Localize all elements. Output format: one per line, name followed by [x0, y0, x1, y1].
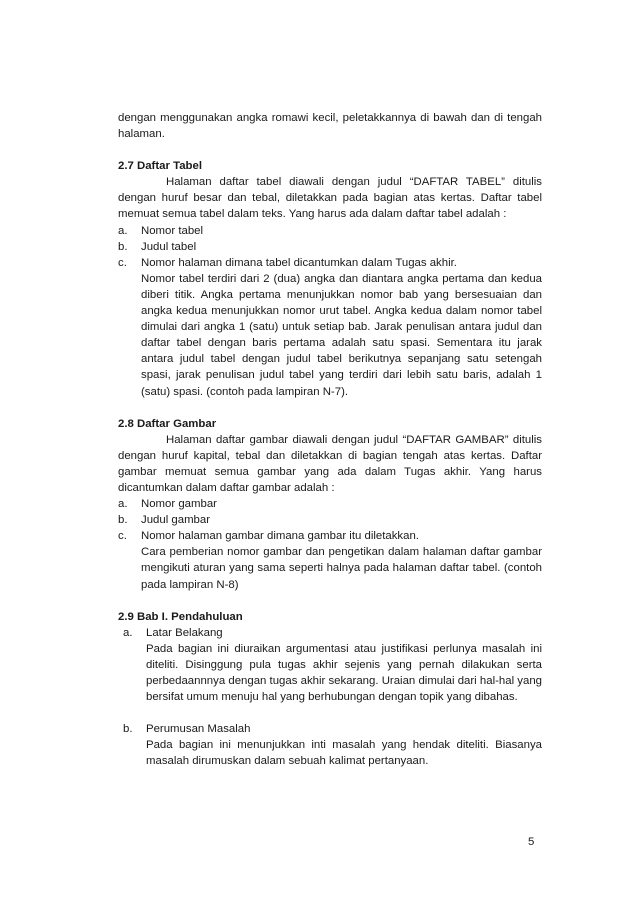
- list-marker: b.: [123, 723, 133, 736]
- list-marker: b.: [118, 240, 128, 253]
- section-heading-2-7: 2.7 Daftar Tabel: [118, 160, 202, 173]
- page-number: 5: [528, 836, 535, 848]
- section-heading-2-8: 2.8 Daftar Gambar: [118, 417, 217, 430]
- list-marker: a.: [118, 224, 128, 237]
- subsection-paragraph: Pada bagian ini diuraikan argumentasi atau justifikasi perlunya masalah ini diteliti. Disinggung pula tugas akhir sejenis yang pernah dilakukan serta perbedaannnya dengan tugas akhir sekarang. Uraian dimulai dari hal-hal yang bersifat umum menuju hal yang berhubungan dengan topik yang dibahas.: [146, 642, 542, 704]
- spacer: [118, 400, 542, 416]
- section-2-7-detail: Nomor tabel terdiri dari 2 (dua) angka dan diantara angka pertama dan kedua diberi titik. Angka pertama menunjukkan nomor bab yang bersesuaian dan angka kedua menunjukkan nomor urut tabel. Angka kedua dalam nomor tabel dimulai dari angka 1 (satu) untuk setiap bab. Jarak penulisan antara judul dan daftar tabel dengan baris pertama adalah satu spasi. Sementara itu jarak antara judul tabel dengan judul tabel berikutnya sepanjang satu setengah spasi, jarak penulisan judul tabel yang terdiri dari lebih satu baris, adalah 1 (satu) spasi. (contoh pada lampiran N-7).: [141, 272, 542, 398]
- spacer: [118, 142, 542, 158]
- list-text: Judul gambar: [141, 514, 211, 527]
- section-2-8-paragraph: Halaman daftar gambar diawali dengan judul “DAFTAR GAMBAR” ditulis dengan huruf kapital, tebal dan diletakkan di bagian tengah atas kertas. Daftar gambar memuat semua gambar yang ada dalam Tugas akhir. Yang harus dicantumkan dalam daftar gambar adalah :: [118, 433, 542, 494]
- subsection-title: Perumusan Masalah: [146, 723, 251, 736]
- list-item: [118, 239, 542, 255]
- intro-paragraph: dengan menggunakan angka romawi kecil, peletakkannya di bawah dan di tengah halaman.: [118, 112, 542, 141]
- section-heading-2-9: 2.9 Bab I. Pendahuluan: [118, 610, 243, 623]
- list-text: Nomor halaman gambar dimana gambar itu diletakkan.: [141, 530, 419, 543]
- list-item: [118, 512, 542, 528]
- subsection-title: Latar Belakang: [146, 626, 223, 639]
- list-marker: b.: [118, 514, 128, 527]
- spacer: [118, 705, 542, 721]
- list-marker: c.: [118, 256, 127, 269]
- list-item: [118, 721, 542, 737]
- spacer: [118, 593, 542, 609]
- list-text: Nomor tabel: [141, 224, 204, 237]
- list-marker: a.: [123, 626, 133, 639]
- list-item: [118, 223, 542, 239]
- list-text: Nomor gambar: [141, 498, 217, 511]
- section-2-8-detail: Cara pemberian nomor gambar dan pengetikan dalam halaman daftar gambar mengikuti aturan yang sama seperti halnya pada halaman daftar tabel. (contoh pada lampiran N-8): [141, 546, 542, 591]
- list-item: [118, 528, 542, 544]
- list-item: [118, 625, 542, 641]
- section-2-7-paragraph: Halaman daftar tabel diawali dengan judul “DAFTAR TABEL” ditulis dengan huruf besar dan tebal, diletakkan pada bagian atas kertas. Daftar tabel memuat semua tabel dalam teks. Yang harus ada dalam daftar tabel adalah :: [118, 176, 542, 221]
- list-marker: c.: [118, 530, 127, 543]
- page-content: [118, 110, 542, 769]
- subsection-paragraph: Pada bagian ini menunjukkan inti masalah yang hendak diteliti. Biasanya masalah dirumuskan dalam sebuah kalimat pertanyaan.: [146, 739, 542, 768]
- list-text: Nomor halaman dimana tabel dicantumkan dalam Tugas akhir.: [141, 256, 457, 269]
- list-text: Judul tabel: [141, 240, 197, 253]
- list-item: [118, 496, 542, 512]
- list-item: [118, 255, 542, 271]
- list-marker: a.: [118, 498, 128, 511]
